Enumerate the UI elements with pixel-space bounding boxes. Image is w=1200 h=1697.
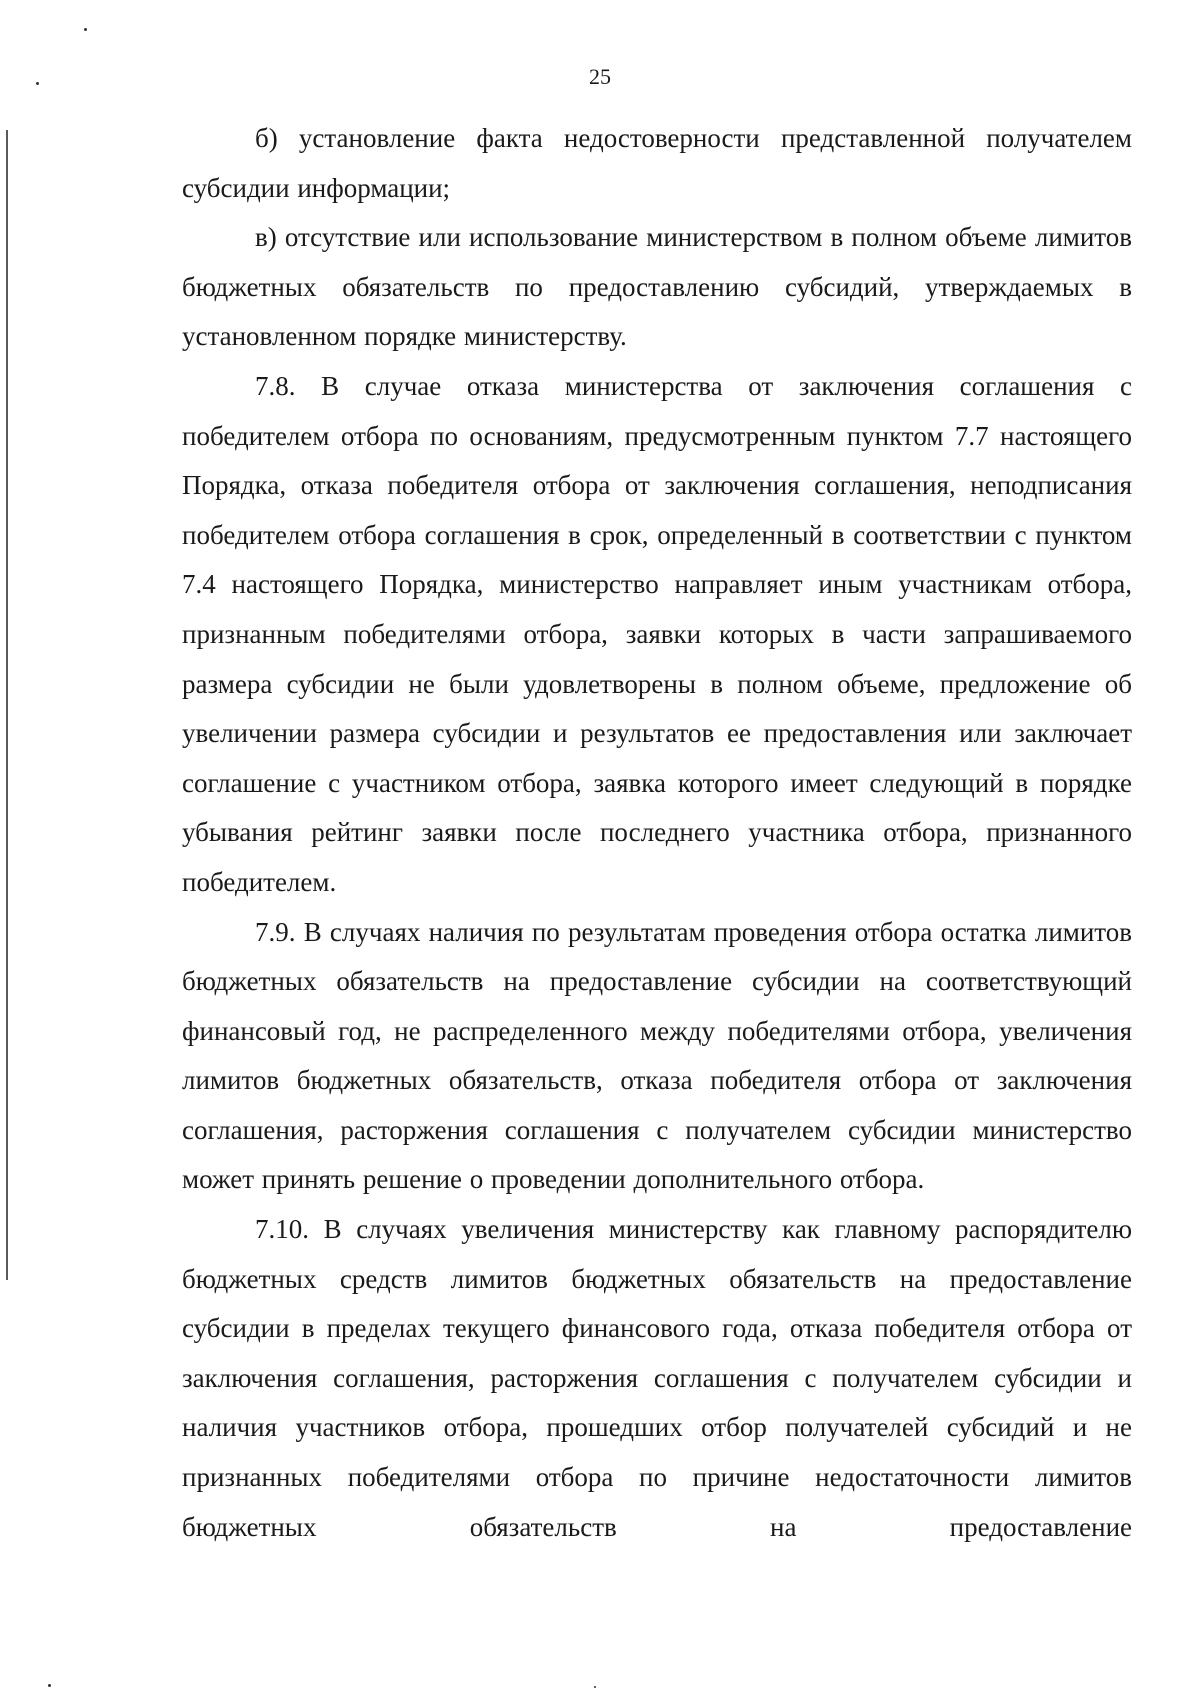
document-body (182, 114, 1132, 1552)
paragraph-7-8: 7.8. В случае отказа министерства от заключения соглашения с победителем отбора по основаниям, предусмотренным пунктом 7.7 настоящего Порядка, отказа победителя отбора от заключения соглашения, неподписания победителем отбора соглашения в срок, определенный в соответствии с пунктом 7.4 настоящего Порядка, министерство направляет иным участникам отбора, признанным победителями отбора, заявки которых в части запрашиваемого размера субсидии не были удовлетворены в полном объеме, предложение об увеличении размера субсидии и результатов ее предоставления или заключает соглашение с участником отбора, заявка которого имеет следующий в порядке убывания рейтинг заявки после последнего участника отбора, признанного победителем. (182, 370, 1132, 897)
scan-speck (48, 1684, 51, 1687)
paragraph-b: б) установление факта недостоверности представленной получателем субсидии информации; (182, 123, 1132, 203)
paragraph-v: в) отсутствие или использование министерством в полном объеме лимитов бюджетных обязательств по предоставлению субсидий, утверждаемых в установленном порядке министерству. (182, 222, 1132, 352)
scan-speck (84, 28, 87, 31)
paragraph-7-9: 7.9. В случаях наличия по результатам проведения отбора остатка лимитов бюджетных обязательств на предоставление субсидии на соответствующий финансовый год, не распределенного между победителями отбора, увеличения лимитов бюджетных обязательств, отказа победителя отбора от заключения соглашения, расторжения соглашения с получателем субсидии министерство может принять решение о проведении дополнительного отбора. (182, 916, 1132, 1195)
scan-speck (594, 1686, 596, 1688)
binder-edge-line (6, 130, 8, 1280)
page-number: 25 (589, 64, 611, 89)
paragraph-7-10: 7.10. В случаях увеличения министерству как главному распорядителю бюджетных средств лимитов бюджетных обязательств на предоставление субсидии в пределах текущего финансового года, отказа победителя отбора от заключения соглашения, расторжения соглашения с получателем субсидии и наличия участников отбора, прошедших отбор получателей субсидий и не признанных победителями отбора по причине недостаточности лимитов бюджетных обязательств на предоставление (182, 1214, 1132, 1542)
